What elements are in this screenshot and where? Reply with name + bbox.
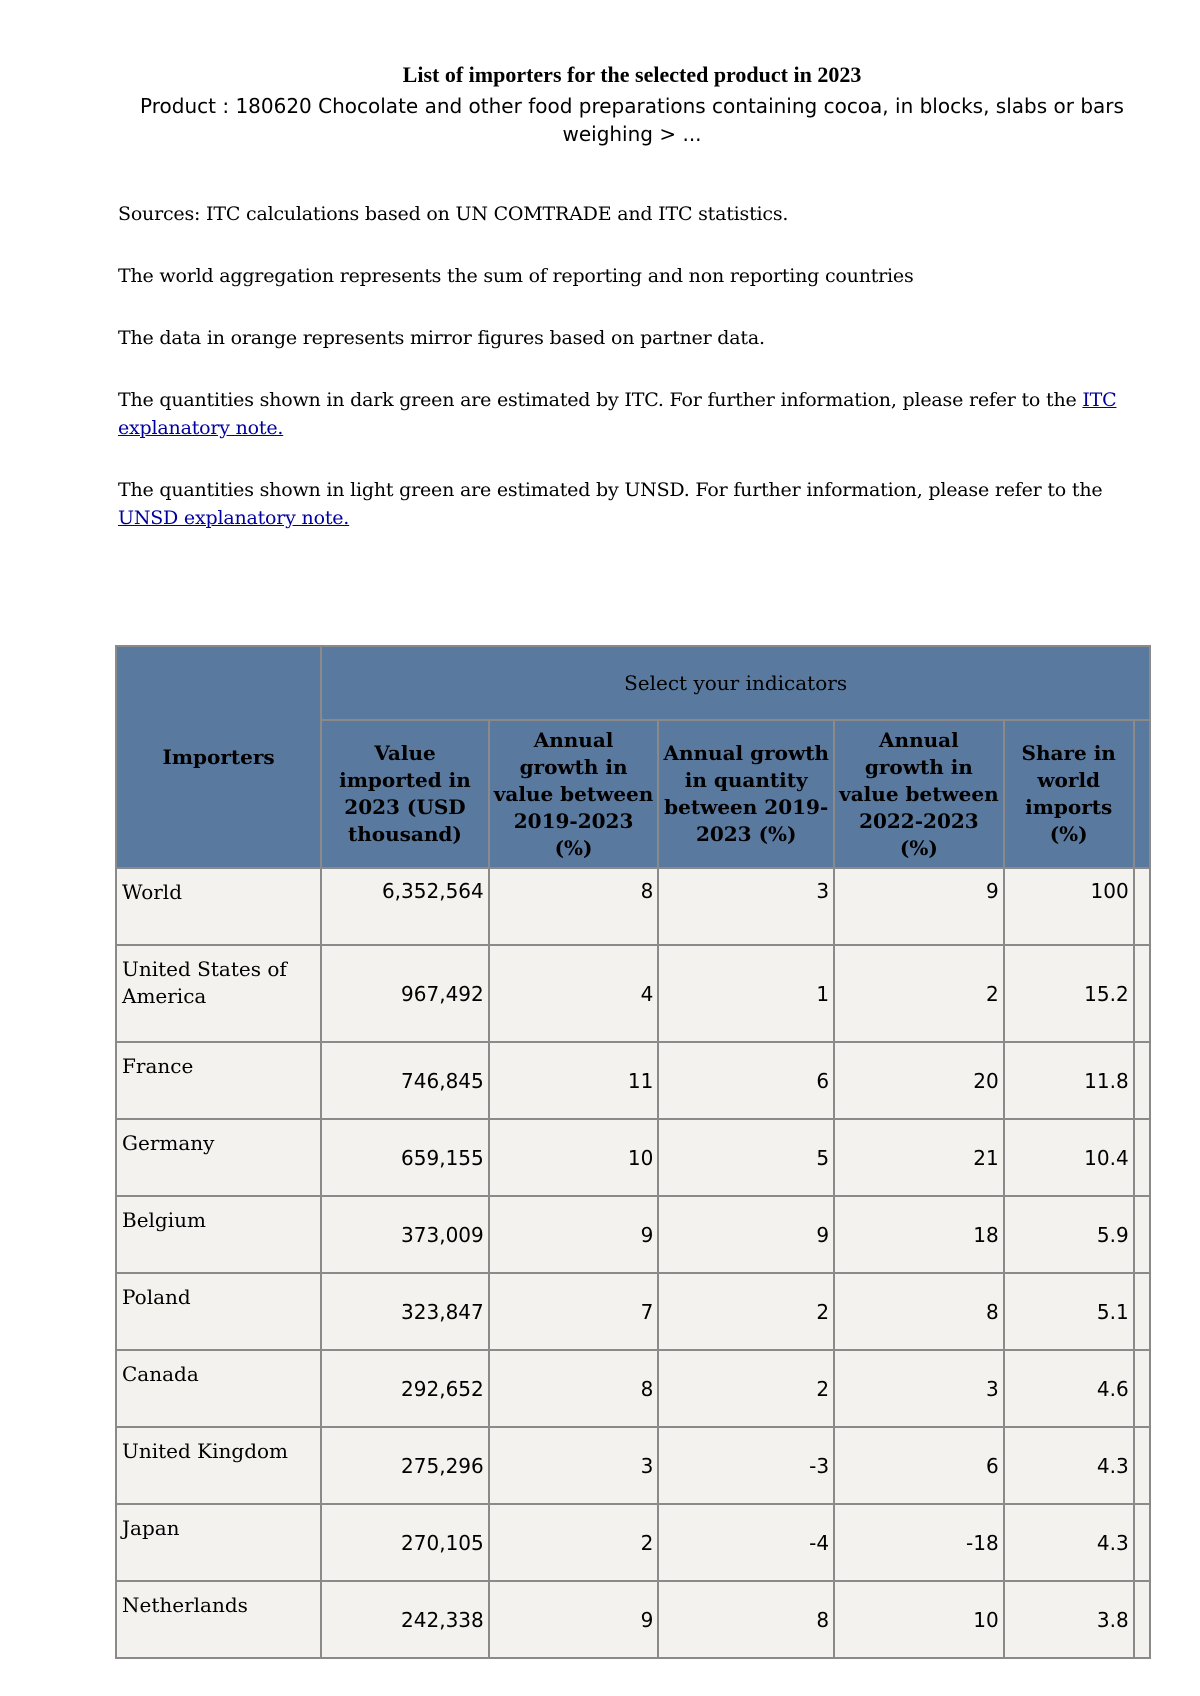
growth-value-2019-2023-cell: 11	[489, 1042, 659, 1119]
table-row	[116, 945, 1150, 1042]
growth-value-2019-2023-cell: 9	[489, 1581, 659, 1658]
itc-explanatory-note-link[interactable]: ITC explanatory note.	[118, 389, 1117, 439]
value-imported-cell: 746,845	[321, 1042, 489, 1119]
world-aggregation-note: The world aggregation represents the sum of reporting and non reporting countries	[118, 265, 914, 287]
growth-quantity-2019-2023-cell: 2	[658, 1273, 834, 1350]
importer-name-cell[interactable]: United Kingdom	[116, 1427, 321, 1504]
row-spacer-cell	[1134, 1504, 1150, 1581]
share-world-imports-cell: 100	[1004, 868, 1134, 945]
growth-value-2022-2023-cell: 9	[834, 868, 1004, 945]
value-imported-cell: 323,847	[321, 1273, 489, 1350]
growth-quantity-2019-2023-cell: 2	[658, 1350, 834, 1427]
growth-value-2019-2023-cell: 4	[489, 945, 659, 1042]
value-imported-cell: 967,492	[321, 945, 489, 1042]
growth-value-2019-2023-cell: 2	[489, 1504, 659, 1581]
value-imported-cell: 6,352,564	[321, 868, 489, 945]
importer-name-cell[interactable]: Netherlands	[116, 1581, 321, 1658]
importer-name-cell[interactable]: France	[116, 1042, 321, 1119]
growth-value-2019-2023-cell: 8	[489, 1350, 659, 1427]
growth-value-2019-2023-cell: 9	[489, 1196, 659, 1273]
share-world-imports-cell: 4.3	[1004, 1427, 1134, 1504]
share-world-imports-cell: 4.6	[1004, 1350, 1134, 1427]
growth-quantity-2019-2023-cell: 3	[658, 868, 834, 945]
table-row	[116, 1196, 1150, 1273]
growth-value-2022-2023-cell: 6	[834, 1427, 1004, 1504]
share-world-imports-cell: 10.4	[1004, 1119, 1134, 1196]
growth-quantity-2019-2023-cell: 1	[658, 945, 834, 1042]
table-body	[116, 868, 1150, 1658]
dark-green-note	[118, 386, 1146, 442]
row-spacer-cell	[1134, 868, 1150, 945]
growth-quantity-2019-2023-cell: -4	[658, 1504, 834, 1581]
row-spacer-cell	[1134, 1350, 1150, 1427]
select-indicators-header[interactable]: Select your indicators	[321, 646, 1150, 720]
row-spacer-cell	[1134, 1042, 1150, 1119]
row-spacer-cell	[1134, 945, 1150, 1042]
growth-value-2019-2023-cell: 10	[489, 1119, 659, 1196]
light-green-note	[118, 476, 1146, 532]
growth-value-2022-2023-column-header[interactable]: Annual growth in value between 2022-2023 (%)	[834, 720, 1004, 868]
growth-quantity-2019-2023-cell: -3	[658, 1427, 834, 1504]
value-imported-cell: 270,105	[321, 1504, 489, 1581]
table-row	[116, 1042, 1150, 1119]
growth-value-2022-2023-cell: 10	[834, 1581, 1004, 1658]
share-world-imports-cell: 5.1	[1004, 1273, 1134, 1350]
report-title: List of importers for the selected product in 2023	[402, 62, 862, 87]
importer-name-cell[interactable]: Germany	[116, 1119, 321, 1196]
importer-name-cell[interactable]: Belgium	[116, 1196, 321, 1273]
value-imported-cell: 292,652	[321, 1350, 489, 1427]
growth-value-2022-2023-cell: -18	[834, 1504, 1004, 1581]
value-imported-cell: 659,155	[321, 1119, 489, 1196]
table-header-row-top	[116, 646, 1150, 720]
table-row	[116, 1273, 1150, 1350]
importer-name-cell[interactable]: United States of America	[116, 945, 321, 1042]
growth-value-2019-2023-cell: 7	[489, 1273, 659, 1350]
importers-column-header[interactable]: Importers	[116, 646, 321, 868]
row-spacer-cell	[1134, 1273, 1150, 1350]
growth-value-2022-2023-cell: 3	[834, 1350, 1004, 1427]
share-world-imports-column-header[interactable]: Share in world imports (%)	[1004, 720, 1134, 868]
growth-quantity-2019-2023-column-header[interactable]: Annual growth in quantity between 2019-2023 (%)	[658, 720, 834, 868]
value-imported-cell: 242,338	[321, 1581, 489, 1658]
importer-name-cell[interactable]: World	[116, 868, 321, 945]
product-description: Product : 180620 Chocolate and other food preparations containing cocoa, in blocks, slabs or bars weighing > ...	[140, 94, 1124, 146]
row-spacer-cell	[1134, 1581, 1150, 1658]
header-spacer-cell	[1134, 720, 1150, 868]
dark-green-note-text: The quantities shown in dark green are estimated by ITC. For further information, please refer to the	[118, 389, 1077, 411]
sources-note: Sources: ITC calculations based on UN COMTRADE and ITC statistics.	[118, 203, 789, 225]
growth-value-2022-2023-cell: 2	[834, 945, 1004, 1042]
value-imported-cell: 275,296	[321, 1427, 489, 1504]
table-row	[116, 1350, 1150, 1427]
share-world-imports-cell: 11.8	[1004, 1042, 1134, 1119]
report-header	[118, 60, 1146, 148]
orange-data-note: The data in orange represents mirror figures based on partner data.	[118, 327, 765, 349]
share-world-imports-cell: 3.8	[1004, 1581, 1134, 1658]
notes-section	[118, 200, 1146, 566]
table-row	[116, 1504, 1150, 1581]
value-imported-cell: 373,009	[321, 1196, 489, 1273]
growth-quantity-2019-2023-cell: 5	[658, 1119, 834, 1196]
growth-value-2019-2023-cell: 3	[489, 1427, 659, 1504]
importer-name-cell[interactable]: Canada	[116, 1350, 321, 1427]
growth-value-2022-2023-cell: 18	[834, 1196, 1004, 1273]
table-row	[116, 868, 1150, 945]
value-imported-column-header[interactable]: Value imported in 2023 (USD thousand)	[321, 720, 489, 868]
row-spacer-cell	[1134, 1427, 1150, 1504]
growth-quantity-2019-2023-cell: 6	[658, 1042, 834, 1119]
table-row	[116, 1427, 1150, 1504]
table-row	[116, 1581, 1150, 1658]
table-row	[116, 1119, 1150, 1196]
row-spacer-cell	[1134, 1196, 1150, 1273]
growth-quantity-2019-2023-cell: 8	[658, 1581, 834, 1658]
growth-value-2019-2023-column-header[interactable]: Annual growth in value between 2019-2023 (%)	[489, 720, 659, 868]
light-green-note-text: The quantities shown in light green are estimated by UNSD. For further information, please refer to the	[118, 479, 1103, 501]
importers-table	[115, 645, 1151, 1659]
growth-quantity-2019-2023-cell: 9	[658, 1196, 834, 1273]
growth-value-2022-2023-cell: 8	[834, 1273, 1004, 1350]
importer-name-cell[interactable]: Japan	[116, 1504, 321, 1581]
share-world-imports-cell: 15.2	[1004, 945, 1134, 1042]
growth-value-2022-2023-cell: 21	[834, 1119, 1004, 1196]
growth-value-2022-2023-cell: 20	[834, 1042, 1004, 1119]
share-world-imports-cell: 5.9	[1004, 1196, 1134, 1273]
row-spacer-cell	[1134, 1119, 1150, 1196]
unsd-explanatory-note-link[interactable]: UNSD explanatory note.	[118, 507, 350, 529]
growth-value-2019-2023-cell: 8	[489, 868, 659, 945]
share-world-imports-cell: 4.3	[1004, 1504, 1134, 1581]
importer-name-cell[interactable]: Poland	[116, 1273, 321, 1350]
